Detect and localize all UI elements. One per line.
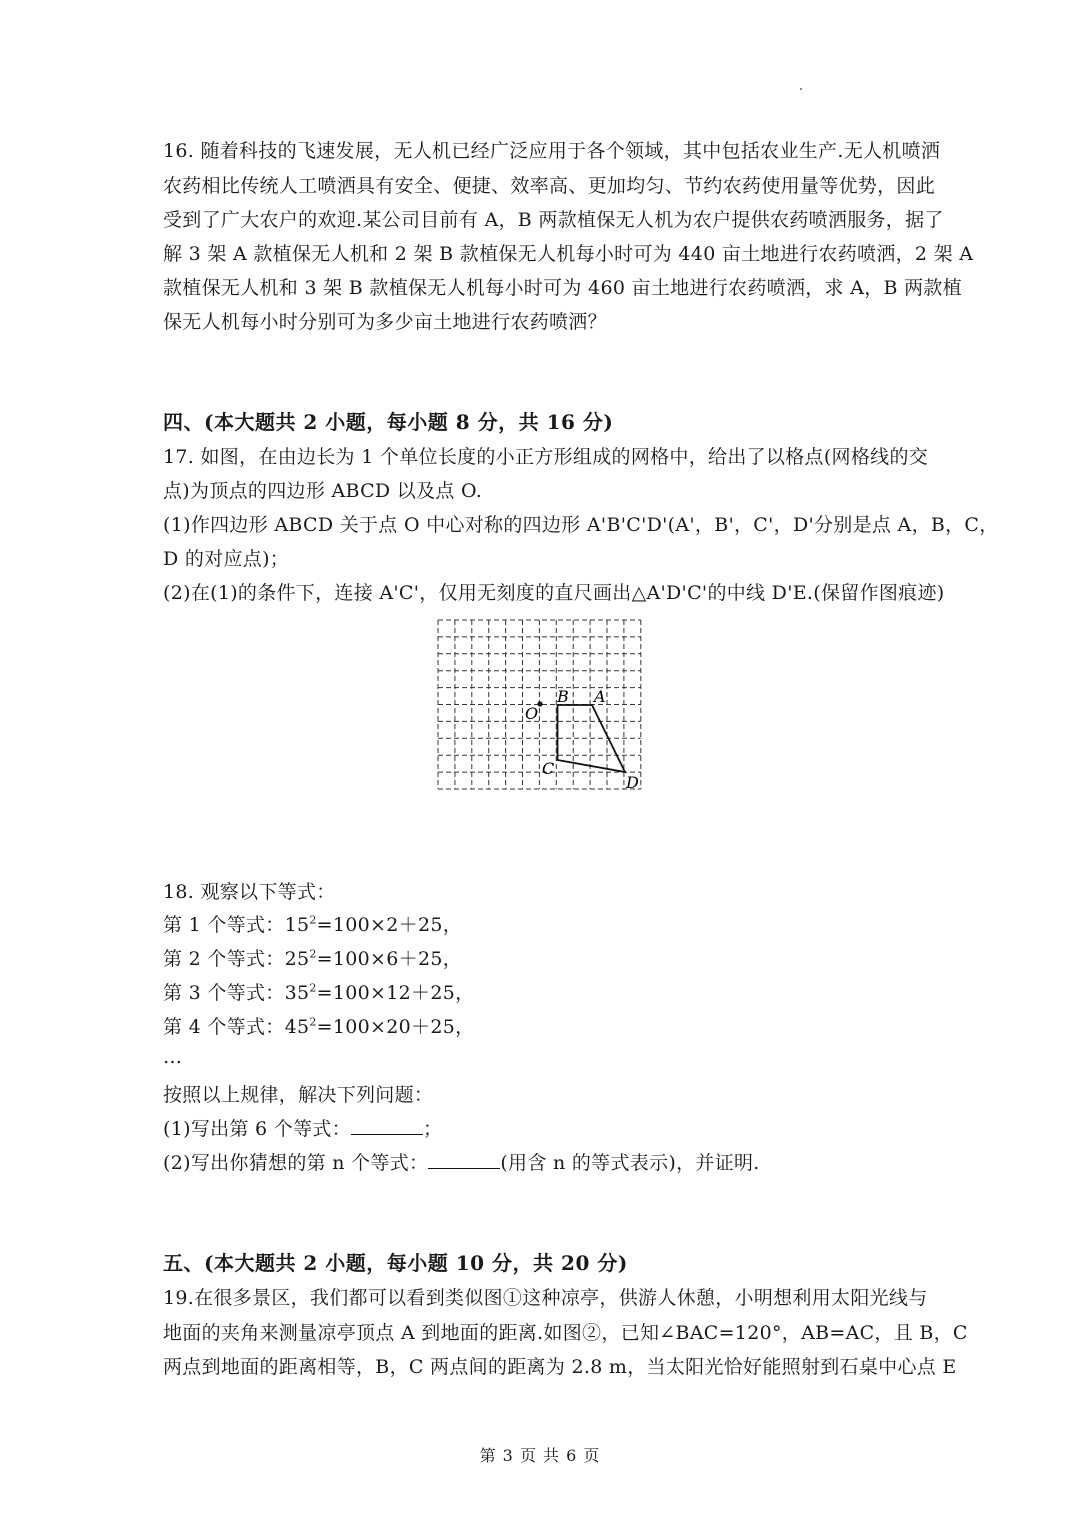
- label-a: A: [594, 687, 606, 706]
- q17-line: (1)作四边形 ABCD 关于点 O 中心对称的四边形 A'B'C'D'(A'，B'，C'，D'分别是点 A，B，C，: [163, 514, 999, 536]
- page-footer: 第 3 页 共 6 页: [479, 1446, 601, 1465]
- grid-figure: [430, 614, 650, 798]
- q16-line: 款植保无人机和 3 架 B 款植保无人机每小时可为 460 亩土地进行农药喷洒，求 A，B 两款植: [163, 277, 963, 299]
- label-d: D: [626, 773, 639, 792]
- q16-line: 16. 随着科技的飞速发展，无人机已经广泛应用于各个领域，其中包括农业生产.无人机喷洒: [163, 140, 941, 162]
- q16-line: 农药相比传统人工喷洒具有安全、便捷、效率高、更加均匀、节约农药使用量等优势，因此: [163, 175, 936, 197]
- q16-line: 保无人机每小时分别可为多少亩土地进行农药喷洒？: [163, 311, 607, 333]
- answer-blank-1[interactable]: [351, 1117, 423, 1135]
- section-4-heading: 四、(本大题共 2 小题，每小题 8 分，共 16 分): [163, 410, 614, 434]
- q18-rule: 按照以上规律，解决下列问题：: [163, 1084, 434, 1106]
- label-b: B: [557, 687, 569, 706]
- q16-line: 受到了广大农户的欢迎.某公司目前有 A，B 两款植保无人机为农户提供农药喷洒服务，据了: [163, 209, 944, 231]
- q18-ellipsis: …: [163, 1046, 183, 1068]
- q18-part-2: (2)写出你猜想的第 n 个等式： (用含 n 的等式表示)，并证明.: [163, 1152, 760, 1174]
- q19-line: 19.在很多景区，我们都可以看到类似图①这种凉亭，供游人休憩，小明想利用太阳光线与: [163, 1287, 928, 1309]
- q18-equation: 第 4 个等式：$45^2=100\times 20+25$，: [163, 1015, 475, 1038]
- label-c: C: [542, 759, 555, 778]
- q17-line: 17. 如图，在由边长为 1 个单位长度的小正方形组成的网格中，给出了以格点(网格线的交: [163, 446, 929, 468]
- q18-equation: 第 2 个等式：$25^2=100\times 6+25$，: [163, 947, 463, 970]
- answer-blank-2[interactable]: [428, 1151, 500, 1169]
- q18-intro: 18. 观察以下等式：: [163, 881, 336, 903]
- section-5-heading: 五、(本大题共 2 小题，每小题 10 分，共 20 分): [163, 1251, 628, 1275]
- q16-line: 解 3 架 A 款植保无人机和 2 架 B 款植保无人机每小时可为 440 亩土地进行农药喷洒，2 架 A: [163, 243, 974, 265]
- q17-line: D 的对应点)；: [163, 548, 290, 570]
- point-o-marker: [537, 701, 542, 706]
- q19-line: 地面的夹角来测量凉亭顶点 A 到地面的距离.如图②，已知∠BAC=120°，AB=AC，且 B，C: [163, 1322, 968, 1344]
- scan-dot: [800, 88, 802, 90]
- q19-line: 两点到地面的距离相等，B，C 两点间的距离为 2.8 m，当太阳光恰好能照射到石桌中心点 E: [163, 1356, 957, 1378]
- q17-line: (2)在(1)的条件下，连接 A'C'，仅用无刻度的直尺画出△A'D'C'的中线 D'E.(保留作图痕迹): [163, 582, 945, 604]
- q18-equation: 第 1 个等式：$15^2=100\times 2+25$，: [163, 913, 463, 936]
- label-o: O: [525, 704, 539, 723]
- q18-part-1: (1)写出第 6 个等式： ；: [163, 1118, 443, 1140]
- q18-equation: 第 3 个等式：$35^2=100\times 12+25$，: [163, 981, 475, 1004]
- q17-line: 点)为顶点的四边形 ABCD 以及点 O.: [163, 480, 483, 502]
